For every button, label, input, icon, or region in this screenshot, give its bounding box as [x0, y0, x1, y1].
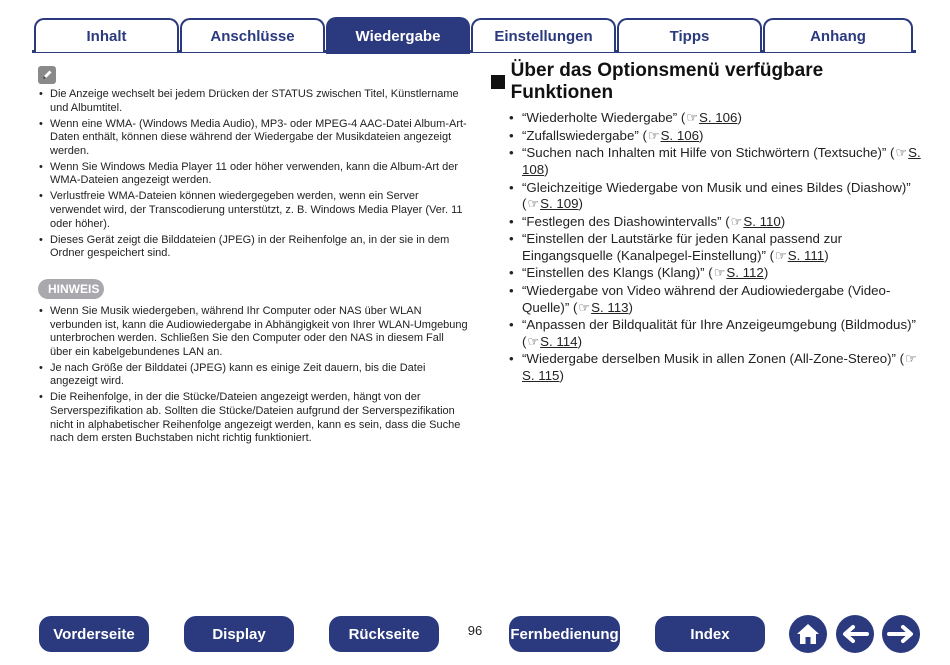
hand-pointer-icon: ☞ [775, 247, 787, 263]
tab-tipps[interactable]: Tipps [617, 18, 762, 52]
option-item [508, 265, 921, 281]
option-item [508, 317, 921, 350]
hand-pointer-icon: ☞ [647, 127, 660, 143]
page-ref-link[interactable]: S. 112 [726, 265, 764, 281]
list-item: • Je nach Größe der Bilddatei (JPEG) kann es einige Zeit dauern, bis die Datei angezeigt wird. [38, 362, 468, 389]
option-end: ) [780, 213, 786, 229]
option-end: ) [577, 333, 582, 349]
section-title [491, 60, 921, 104]
page-ref-link[interactable]: S. 109 [540, 195, 579, 211]
list-item: • Wenn Sie Musik wiedergeben, während Ihr Computer oder NAS über WLAN verbunden ist, kann die Audiowiedergabe in Abhängigkeit von Ihrer WLAN-Umgebung unterbrochen werden. Schließen Sie den Computer oder den NAS in diesem Fall über ein kabelgebundenes LAN an. [38, 305, 468, 359]
page-ref-link[interactable]: S. 114 [540, 333, 578, 349]
option-item [508, 128, 921, 144]
forward-button[interactable] [882, 615, 920, 653]
arrow-right-icon [887, 624, 915, 644]
home-icon [795, 622, 821, 646]
list-item: • Wenn eine WMA- (Windows Media Audio), MP3- oder MPEG-4 AAC-Datei Album-Art-Daten enthält, können diese während der Wiedergabe der Musikdateien angezeigt werden. [38, 118, 468, 159]
page-ref-link[interactable]: S. 106 [698, 110, 738, 125]
hinweis-list [38, 305, 468, 446]
option-text: “Wiedergabe derselben Musik in allen Zonen (All-Zone-Stereo)” ( [522, 351, 905, 367]
notes-column [38, 66, 468, 448]
option-item [508, 214, 921, 230]
tab-anschluesse[interactable]: Anschlüsse [180, 18, 325, 52]
option-text: “Festlegen des Diashowintervalls” ( [522, 213, 730, 229]
option-end: ) [699, 127, 704, 143]
option-text: “Anpassen der Bildqualität für Ihre Anzeigeumgebung (Bildmodus)” ( [522, 317, 916, 349]
option-text: “Wiedergabe von Video während der Audiowiedergabe (Video-Quelle)” ( [522, 283, 891, 315]
page-ref-link[interactable]: S. 106 [660, 127, 700, 143]
square-bullet-icon [491, 75, 505, 89]
page-ref-link[interactable]: S. 111 [787, 247, 825, 263]
hand-pointer-icon: ☞ [895, 145, 908, 161]
page-ref-link[interactable]: S. 108 [522, 145, 921, 177]
tab-anhang[interactable]: Anhang [763, 18, 913, 52]
list-item: • Dieses Gerät zeigt die Bilddateien (JPEG) in der Reihenfolge an, in der sie in dem Ordner gespeichert sind. [38, 234, 468, 261]
vorderseite-button[interactable]: Vorderseite [39, 616, 149, 652]
option-end: ) [628, 299, 633, 315]
tab-inhalt[interactable]: Inhalt [34, 18, 179, 52]
option-end: ) [578, 195, 583, 211]
hand-pointer-icon: ☞ [905, 351, 917, 367]
back-button[interactable] [836, 615, 874, 653]
hand-pointer-icon: ☞ [578, 299, 591, 315]
list-item: • Wenn Sie Windows Media Player 11 oder höher verwenden, kann die Album-Art der WMA-Dateien angezeigt werden. [38, 161, 468, 188]
option-item [508, 231, 921, 264]
list-item: • Die Anzeige wechselt bei jedem Drücken der STATUS zwischen Titel, Künstlername und Albumtitel. [38, 88, 468, 115]
rueckseite-button[interactable]: Rückseite [329, 616, 439, 652]
page-ref-link[interactable]: S. 113 [591, 299, 629, 315]
option-text: “Zufallswiedergabe” ( [522, 127, 647, 143]
option-end: ) [544, 161, 549, 177]
tab-bar [0, 0, 950, 56]
list-item: • Verlustfreie WMA-Dateien können wiedergegeben werden, wenn ein Server verwendet wird, der Transcodierung unterstützt, z. B. Windows Media Player (Ver. 11 oder höher). [38, 190, 468, 231]
option-end: ) [763, 265, 769, 281]
option-item [508, 145, 921, 178]
home-button[interactable] [789, 615, 827, 653]
option-end: ) [737, 110, 742, 125]
fernbedienung-button[interactable]: Fernbedienung [509, 616, 620, 652]
option-text: “Wiederholte Wiedergabe” ( [522, 110, 686, 125]
option-text: “Suchen nach Inhalten mit Hilfe von Stichwörtern (Textsuche)” ( [522, 145, 895, 161]
arrow-left-icon [841, 624, 869, 644]
tab-einstellungen[interactable]: Einstellungen [471, 18, 616, 52]
option-item [508, 283, 921, 316]
page-number: 96 [467, 623, 483, 638]
option-item [508, 110, 921, 126]
list-item: • Die Reihenfolge, in der die Stücke/Dateien angezeigt werden, hängt von der Serverspezifikation ab. Sollten die Stücke/Dateien aufgrund der Serverspezifikation nicht in alphabetischer Reihenfolge angezeigt werden, kann es sein, dass die Suche nach dem ersten Buchstaben nicht richtig funktioniert. [38, 391, 468, 445]
page-ref-link[interactable]: S. 110 [743, 213, 781, 229]
hinweis-badge: HINWEIS [38, 279, 104, 299]
tab-wiedergabe[interactable]: Wiedergabe [326, 17, 470, 54]
hand-pointer-icon: ☞ [527, 195, 540, 211]
hand-pointer-icon: ☞ [713, 265, 726, 281]
index-button[interactable]: Index [655, 616, 765, 652]
option-text: “Gleichzeitige Wiedergabe von Musik und eines Bildes (Diashow)” ( [522, 179, 911, 211]
option-end: ) [559, 367, 564, 383]
page-ref-link[interactable]: S. 115 [522, 367, 560, 383]
option-text: “Einstellen der Lautstärke für jeden Kanal passend zur Eingangsquelle (Kanalpegel-Einstellung)” ( [522, 231, 843, 263]
option-item [508, 351, 921, 384]
options-list [508, 110, 921, 384]
pencil-icon [38, 66, 56, 84]
option-item [508, 180, 921, 213]
hand-pointer-icon: ☞ [527, 333, 540, 349]
notes-list [38, 88, 468, 261]
hand-pointer-icon: ☞ [686, 110, 698, 125]
option-end: ) [824, 247, 829, 263]
options-column [491, 60, 921, 385]
display-button[interactable]: Display [184, 616, 294, 652]
section-title-text: Über das Optionsmenü verfügbare Funktionen [510, 60, 824, 103]
option-text: “Einstellen des Klangs (Klang)” ( [522, 265, 713, 281]
hand-pointer-icon: ☞ [730, 213, 743, 229]
